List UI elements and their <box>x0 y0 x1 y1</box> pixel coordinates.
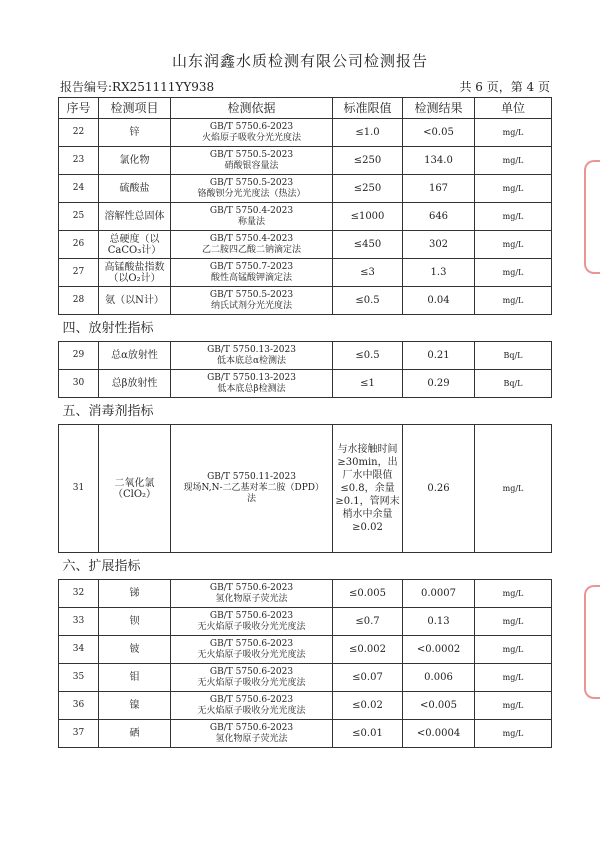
cell-no: 28 <box>59 287 99 315</box>
report-number: 报告编号:RX251111YY938 <box>60 80 215 94</box>
table-row <box>59 231 552 259</box>
standard-code: GB/T 5750.5-2023 <box>209 289 294 300</box>
cell-no: 26 <box>59 231 99 259</box>
cell-limit: ≤0.5 <box>333 287 403 315</box>
seal-stamp-bottom <box>584 585 600 699</box>
table-row <box>59 175 552 203</box>
header-standard: 检测依据 <box>171 98 333 119</box>
cell-standard <box>171 692 333 720</box>
section-row <box>59 553 552 580</box>
table-row <box>59 287 552 315</box>
standard-method: 火焰原子吸收分光光度法 <box>201 132 301 143</box>
cell-unit: mg/L <box>475 608 552 636</box>
cell-standard <box>171 231 333 259</box>
standard-method: 现场N,N-二乙基对苯二胺（DPD）法 <box>183 483 320 504</box>
cell-limit: ≤0.02 <box>333 692 403 720</box>
cell-unit: mg/L <box>475 664 552 692</box>
standard-method: 称量法 <box>237 216 265 227</box>
standard-code: GB/T 5750.7-2023 <box>209 261 294 272</box>
header-no: 序号 <box>59 98 99 119</box>
cell-no: 31 <box>59 425 99 553</box>
section-row <box>59 315 552 342</box>
standard-method: 乙二胺四乙酸二钠滴定法 <box>201 244 301 255</box>
cell-standard <box>171 259 333 287</box>
cell-result: 0.006 <box>403 664 475 692</box>
standard-method: 无火焰原子吸收分光光度法 <box>197 649 306 660</box>
cell-standard <box>171 580 333 608</box>
cell-limit: ≤0.7 <box>333 608 403 636</box>
standard-code: GB/T 5750.13-2023 <box>207 372 296 383</box>
cell-no: 22 <box>59 119 99 147</box>
cell-unit: mg/L <box>475 425 552 553</box>
table-row <box>59 147 552 175</box>
cell-unit: mg/L <box>475 203 552 231</box>
cell-item: 锑 <box>99 580 171 608</box>
cell-limit: ≤250 <box>333 147 403 175</box>
cell-standard <box>171 147 333 175</box>
cell-item: 总硬度（以CaCO₃计） <box>99 231 171 259</box>
cell-item: 镍 <box>99 692 171 720</box>
table-header-row <box>59 98 552 119</box>
table-row <box>59 580 552 608</box>
cell-standard <box>171 425 333 553</box>
section-extended: 六、扩展指标 <box>59 553 552 580</box>
cell-result: 0.04 <box>403 287 475 315</box>
cell-result: <0.05 <box>403 119 475 147</box>
cell-item: 铍 <box>99 636 171 664</box>
cell-limit: ≤0.002 <box>333 636 403 664</box>
cell-result: <0.0002 <box>403 636 475 664</box>
standard-code: GB/T 5750.6-2023 <box>209 582 294 593</box>
cell-result: 134.0 <box>403 147 475 175</box>
cell-standard <box>171 287 333 315</box>
header-limit: 标准限值 <box>333 98 403 119</box>
cell-item: 钼 <box>99 664 171 692</box>
seal-stamp-top <box>584 160 600 274</box>
cell-limit: ≤450 <box>333 231 403 259</box>
table-row <box>59 664 552 692</box>
cell-limit: ≤0.07 <box>333 664 403 692</box>
cell-result: 1.3 <box>403 259 475 287</box>
cell-result: <0.005 <box>403 692 475 720</box>
cell-result: 0.26 <box>403 425 475 553</box>
cell-standard <box>171 370 333 398</box>
cell-standard <box>171 342 333 370</box>
cell-no: 25 <box>59 203 99 231</box>
cell-no: 33 <box>59 608 99 636</box>
standard-code: GB/T 5750.6-2023 <box>209 121 294 132</box>
cell-no: 35 <box>59 664 99 692</box>
standard-method: 低本底总α检测法 <box>216 355 287 366</box>
standard-code: GB/T 5750.6-2023 <box>209 722 294 733</box>
cell-unit: Bq/L <box>475 370 552 398</box>
section-disinfectant: 五、消毒剂指标 <box>59 398 552 425</box>
cell-no: 34 <box>59 636 99 664</box>
cell-item: 高锰酸盐指数（以O₂计） <box>99 259 171 287</box>
cell-no: 30 <box>59 370 99 398</box>
cell-item: 总β放射性 <box>99 370 171 398</box>
results-table <box>58 97 552 748</box>
cell-unit: mg/L <box>475 580 552 608</box>
cell-limit: ≤3 <box>333 259 403 287</box>
cell-unit: mg/L <box>475 692 552 720</box>
cell-result: 0.13 <box>403 608 475 636</box>
cell-unit: Bq/L <box>475 342 552 370</box>
cell-item: 硒 <box>99 720 171 748</box>
standard-method: 硝酸银容量法 <box>224 160 279 171</box>
cell-unit: mg/L <box>475 231 552 259</box>
standard-method: 纳氏试剂分光光度法 <box>210 300 292 311</box>
standard-method: 酸性高锰酸钾滴定法 <box>210 272 292 283</box>
standard-method: 无火焰原子吸收分光光度法 <box>197 705 306 716</box>
cell-limit: ≤250 <box>333 175 403 203</box>
cell-no: 32 <box>59 580 99 608</box>
page-info: 共 6 页，第 4 页 <box>459 80 550 94</box>
cell-result: <0.0004 <box>403 720 475 748</box>
standard-method: 无火焰原子吸收分光光度法 <box>197 677 306 688</box>
header-item: 检测项目 <box>99 98 171 119</box>
cell-standard <box>171 119 333 147</box>
cell-limit: ≤1.0 <box>333 119 403 147</box>
table-row <box>59 608 552 636</box>
standard-method: 氢化物原子荧光法 <box>215 593 288 604</box>
cell-item: 氨（以N计） <box>99 287 171 315</box>
cell-unit: mg/L <box>475 720 552 748</box>
cell-limit: ≤0.5 <box>333 342 403 370</box>
standard-code: GB/T 5750.11-2023 <box>207 472 296 482</box>
table-row <box>59 692 552 720</box>
cell-item: 硫酸盐 <box>99 175 171 203</box>
table-row <box>59 720 552 748</box>
standard-code: GB/T 5750.4-2023 <box>209 205 294 216</box>
table-row <box>59 425 552 553</box>
standard-code: GB/T 5750.6-2023 <box>209 666 294 677</box>
header-unit: 单位 <box>475 98 552 119</box>
cell-no: 27 <box>59 259 99 287</box>
cell-limit: 与水接触时间≥30min，出厂水中限值≤0.8，余量≥0.1，管网末梢水中余量≥0.02 <box>333 425 403 553</box>
table-row <box>59 636 552 664</box>
cell-result: 302 <box>403 231 475 259</box>
standard-method: 低本底总β检测法 <box>217 383 286 394</box>
cell-unit: mg/L <box>475 636 552 664</box>
section-row <box>59 398 552 425</box>
cell-no: 29 <box>59 342 99 370</box>
standard-code: GB/T 5750.13-2023 <box>207 344 296 355</box>
standard-code: GB/T 5750.6-2023 <box>209 694 294 705</box>
cell-no: 24 <box>59 175 99 203</box>
cell-result: 0.21 <box>403 342 475 370</box>
cell-unit: mg/L <box>475 147 552 175</box>
cell-limit: ≤0.01 <box>333 720 403 748</box>
table-row <box>59 203 552 231</box>
cell-unit: mg/L <box>475 287 552 315</box>
standard-code: GB/T 5750.6-2023 <box>209 610 294 621</box>
cell-item: 锌 <box>99 119 171 147</box>
cell-unit: mg/L <box>475 259 552 287</box>
cell-limit: ≤0.005 <box>333 580 403 608</box>
standard-method: 铬酸钡分光光度法（热法） <box>197 188 306 199</box>
cell-result: 0.29 <box>403 370 475 398</box>
cell-standard <box>171 664 333 692</box>
cell-standard <box>171 608 333 636</box>
header-result: 检测结果 <box>403 98 475 119</box>
standard-code: GB/T 5750.5-2023 <box>209 149 294 160</box>
standard-method: 氢化物原子荧光法 <box>215 733 288 744</box>
cell-no: 36 <box>59 692 99 720</box>
cell-item: 溶解性总固体 <box>99 203 171 231</box>
cell-standard <box>171 203 333 231</box>
cell-result: 646 <box>403 203 475 231</box>
table-row <box>59 119 552 147</box>
cell-standard <box>171 636 333 664</box>
cell-no: 37 <box>59 720 99 748</box>
section-radioactivity: 四、放射性指标 <box>59 315 552 342</box>
cell-item: 二氧化氯（ClO₂） <box>99 425 171 553</box>
cell-standard <box>171 720 333 748</box>
cell-item: 钡 <box>99 608 171 636</box>
standard-code: GB/T 5750.5-2023 <box>209 177 294 188</box>
cell-standard <box>171 175 333 203</box>
table-row <box>59 259 552 287</box>
report-title: 山东润鑫水质检测有限公司检测报告 <box>171 52 428 70</box>
standard-code: GB/T 5750.4-2023 <box>209 233 294 244</box>
cell-unit: mg/L <box>475 175 552 203</box>
cell-limit: ≤1000 <box>333 203 403 231</box>
cell-no: 23 <box>59 147 99 175</box>
table-row <box>59 370 552 398</box>
cell-item: 氯化物 <box>99 147 171 175</box>
cell-unit: mg/L <box>475 119 552 147</box>
table-row <box>59 342 552 370</box>
cell-result: 167 <box>403 175 475 203</box>
cell-result: 0.0007 <box>403 580 475 608</box>
standard-code: GB/T 5750.6-2023 <box>209 638 294 649</box>
standard-method: 无火焰原子吸收分光光度法 <box>197 621 306 632</box>
cell-limit: ≤1 <box>333 370 403 398</box>
cell-item: 总α放射性 <box>99 342 171 370</box>
